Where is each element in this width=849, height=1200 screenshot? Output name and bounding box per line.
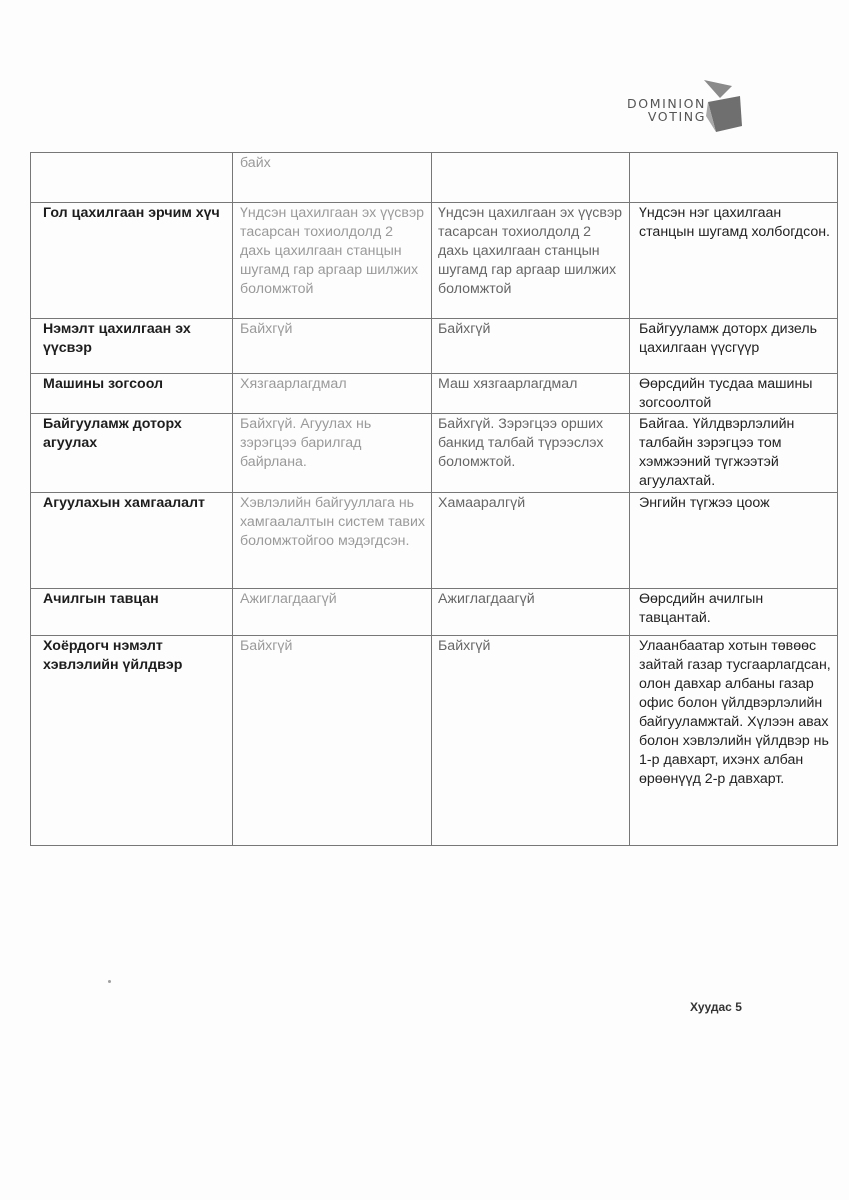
table-cell: Өөрсдийн ачилгын тавцантай. (630, 589, 838, 636)
row-label (31, 153, 233, 203)
table-cell (630, 153, 838, 203)
table-cell: Байхгүй. Зэрэгцээ орших банкид талбай түрээслэх боломжтой. (432, 414, 630, 493)
table-row (31, 493, 838, 589)
table-cell: Үндсэн цахилгаан эх үүсвэр тасарсан тохиолдолд 2 дахь цахилгаан станцын шугамд гар аргаар шилжих боломжтой (432, 203, 630, 319)
table-cell: байх (233, 153, 432, 203)
table-cell: Хэвлэлийн байгууллага нь хамгаалалтын систем тавих боломжтойгоо мэдэгдсэн. (233, 493, 432, 589)
ballot-box-logo-icon (698, 76, 748, 134)
table-cell: Үндсэн цахилгаан эх үүсвэр тасарсан тохиолдолд 2 дахь цахилгаан станцын шугамд гар аргаар шилжих боломжтой (233, 203, 432, 319)
comparison-table (30, 152, 838, 846)
table-cell: Байхгүй (432, 636, 630, 846)
page-number: Хуудас 5 (690, 1000, 742, 1014)
row-label: Хоёрдогч нэмэлт хэвлэлийн үйлдвэр (31, 636, 233, 846)
table-row (31, 414, 838, 493)
table-cell: Байхгүй (233, 319, 432, 374)
table-cell: Байхгүй (233, 636, 432, 846)
table-cell: Өөрсдийн тусдаа машины зогсоолтой (630, 374, 838, 414)
table-cell: Энгийн түгжээ цоож (630, 493, 838, 589)
table-row (31, 589, 838, 636)
table-cell: Байгаа. Үйлдвэрлэлийн талбайн зэрэгцээ том хэмжээний түгжээтэй агуулахтай. (630, 414, 838, 493)
row-label: Гол цахилгаан эрчим хүч (31, 203, 233, 319)
table-cell: Хязгаарлагдмал (233, 374, 432, 414)
table-cell: Маш хязгаарлагдмал (432, 374, 630, 414)
row-label: Байгууламж доторх агуулах (31, 414, 233, 493)
row-label: Нэмэлт цахилгаан эх үүсвэр (31, 319, 233, 374)
logo-word-voting: VOTING (647, 109, 706, 124)
table-cell: Ажиглагдаагүй (233, 589, 432, 636)
table-cell: Байхгүй (432, 319, 630, 374)
table-row (31, 636, 838, 846)
table-row (31, 374, 838, 414)
logo-word-dominion: DOMINION (627, 96, 706, 111)
table-row (31, 153, 838, 203)
table-cell: Ажиглагдаагүй (432, 589, 630, 636)
table-cell: Улаанбаатар хотын төвөөс зайтай газар тусгаарлагдсан, олон давхар албаны газар офис болон үйлдвэрлэлийн байгууламжтай. Хүлээн авах болон хэвлэлийн үйлдвэр нь 1-р давхарт, ихэнх албан өрөөнүүд 2-р давхарт. (630, 636, 838, 846)
table-cell: Хамааралгүй (432, 493, 630, 589)
scan-speck (108, 980, 111, 983)
table-row (31, 319, 838, 374)
table-cell: Байгууламж доторх дизель цахилгаан үүсгүүр (630, 319, 838, 374)
dominion-voting-logo (588, 76, 758, 136)
table-cell (432, 153, 630, 203)
table-cell: Байхгүй. Агуулах нь зэрэгцээ барилгад байрлана. (233, 414, 432, 493)
table-cell: Үндсэн нэг цахилгаан станцын шугамд холбогдсон. (630, 203, 838, 319)
row-label: Ачилгын тавцан (31, 589, 233, 636)
row-label: Агуулахын хамгаалалт (31, 493, 233, 589)
row-label: Машины зогсоол (31, 374, 233, 414)
table-row (31, 203, 838, 319)
